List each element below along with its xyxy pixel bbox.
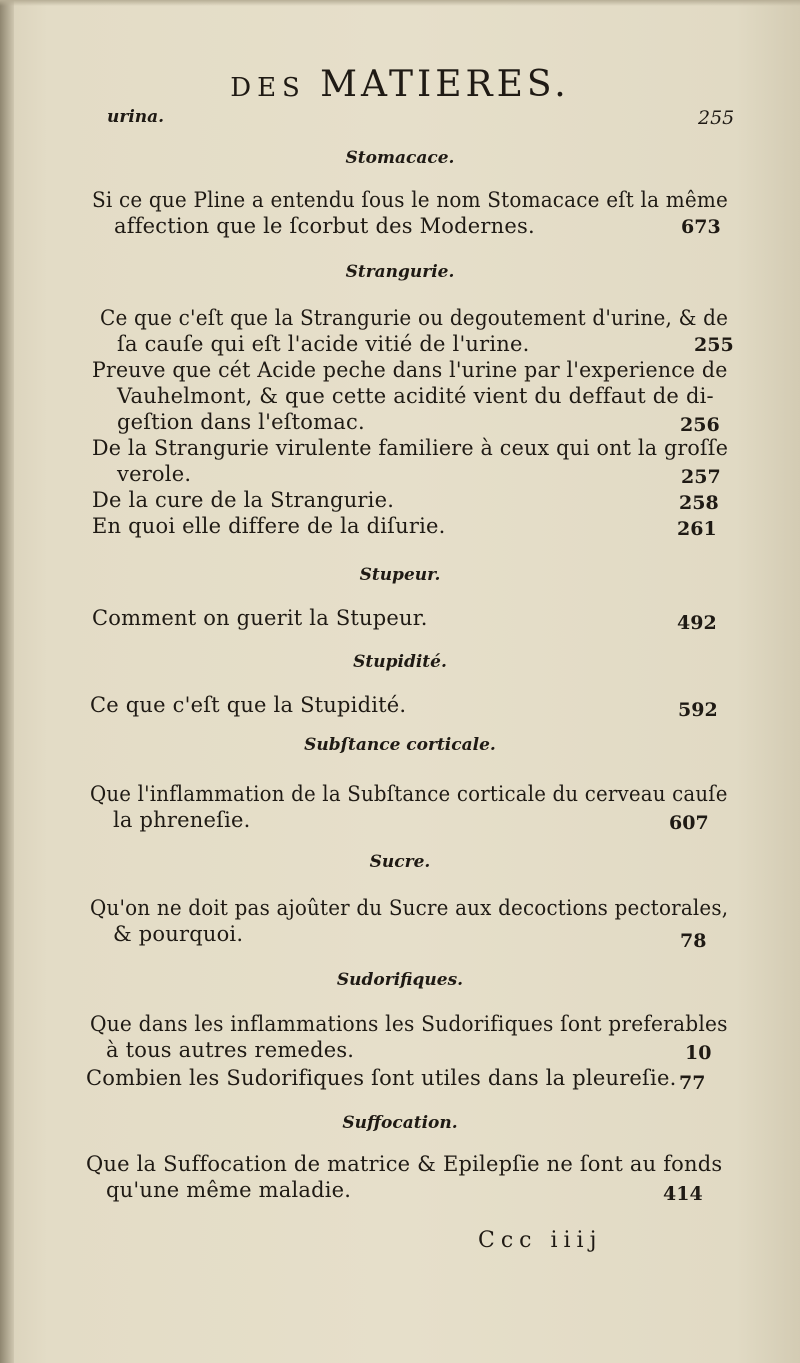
entry-line: En quoi elle differe de la diſurie. bbox=[92, 514, 446, 538]
entry-page-number: 592 bbox=[678, 699, 718, 721]
running-head-left: urina. bbox=[107, 107, 165, 127]
entry-line: Comment on guerit la Stupeur. bbox=[92, 606, 428, 630]
header-word: MATIERES. bbox=[320, 64, 570, 105]
entry-line: Vauhelmont, & que cette acidité vient du deffaut de di- bbox=[117, 384, 714, 408]
entry-page-number: 414 bbox=[663, 1183, 703, 1205]
entry-line: Combien les Sudorifiques ſont utiles dans la pleureſie. bbox=[86, 1066, 677, 1090]
entry-line: verole. bbox=[117, 462, 192, 486]
page-number: 255 bbox=[698, 107, 735, 129]
section-title: Stupeur. bbox=[359, 565, 441, 585]
entry-line: à tous autres remedes. bbox=[106, 1038, 355, 1062]
section-title: Strangurie. bbox=[345, 262, 455, 282]
entry-line: Que la Suffocation de matrice & Epilepſie ne ſont au fonds bbox=[86, 1152, 723, 1176]
section-title: Stomacace. bbox=[345, 148, 455, 168]
header-prefix: DES bbox=[230, 73, 306, 103]
section-title: Subſtance corticale. bbox=[304, 735, 496, 755]
entry-line: De la Strangurie virulente familiere à ceux qui ont la groſſe bbox=[92, 436, 729, 460]
entry-page-number: 261 bbox=[677, 518, 717, 540]
entry-line: Si ce que Pline a entendu ſous le nom Stomacace eſt la même bbox=[92, 188, 729, 212]
entry-line: Qu'on ne doit pas ajoûter du Sucre aux decoctions pectorales, bbox=[90, 896, 729, 920]
entry-page-number: 77 bbox=[679, 1072, 706, 1094]
entry-page-number: 255 bbox=[694, 334, 734, 356]
entry-line: Que dans les inflammations les Sudorifiques ſont preferables bbox=[90, 1012, 728, 1036]
entry-page-number: 607 bbox=[669, 812, 709, 834]
entry-line: affection que le ſcorbut des Modernes. bbox=[114, 214, 535, 238]
entry-page-number: 257 bbox=[681, 466, 721, 488]
entry-page-number: 256 bbox=[680, 414, 720, 436]
entry-line: Ce que c'eſt que la Stupidité. bbox=[90, 693, 407, 717]
entry-line: De la cure de la Strangurie. bbox=[92, 488, 395, 512]
entry-page-number: 10 bbox=[685, 1042, 712, 1064]
section-title: Sucre. bbox=[369, 852, 431, 872]
entry-line: ſa cauſe qui eſt l'acide vitié de l'urine. bbox=[117, 332, 530, 356]
entry-line: qu'une même maladie. bbox=[106, 1178, 352, 1202]
catchword: Ccc iiij bbox=[478, 1228, 603, 1253]
section-title: Suffocation. bbox=[342, 1113, 458, 1133]
section-title: Sudorifiques. bbox=[336, 970, 464, 990]
entry-page-number: 258 bbox=[679, 492, 719, 514]
entry-line: Preuve que cét Acide peche dans l'urine par l'experience de bbox=[92, 358, 728, 382]
page-header bbox=[0, 64, 800, 105]
entry-line: & pourquoi. bbox=[113, 922, 244, 946]
entry-page-number: 492 bbox=[677, 612, 717, 634]
entry-line: geſtion dans l'eſtomac. bbox=[117, 410, 365, 434]
entry-page-number: 673 bbox=[681, 216, 721, 238]
entry-line: Ce que c'eſt que la Strangurie ou degoutement d'urine, & de bbox=[100, 306, 729, 330]
entry-line: Que l'inflammation de la Subſtance corticale du cerveau cauſe bbox=[90, 782, 728, 806]
entry-page-number: 78 bbox=[680, 930, 707, 952]
entry-line: la phreneſie. bbox=[113, 808, 251, 832]
section-title: Stupidité. bbox=[353, 652, 447, 672]
